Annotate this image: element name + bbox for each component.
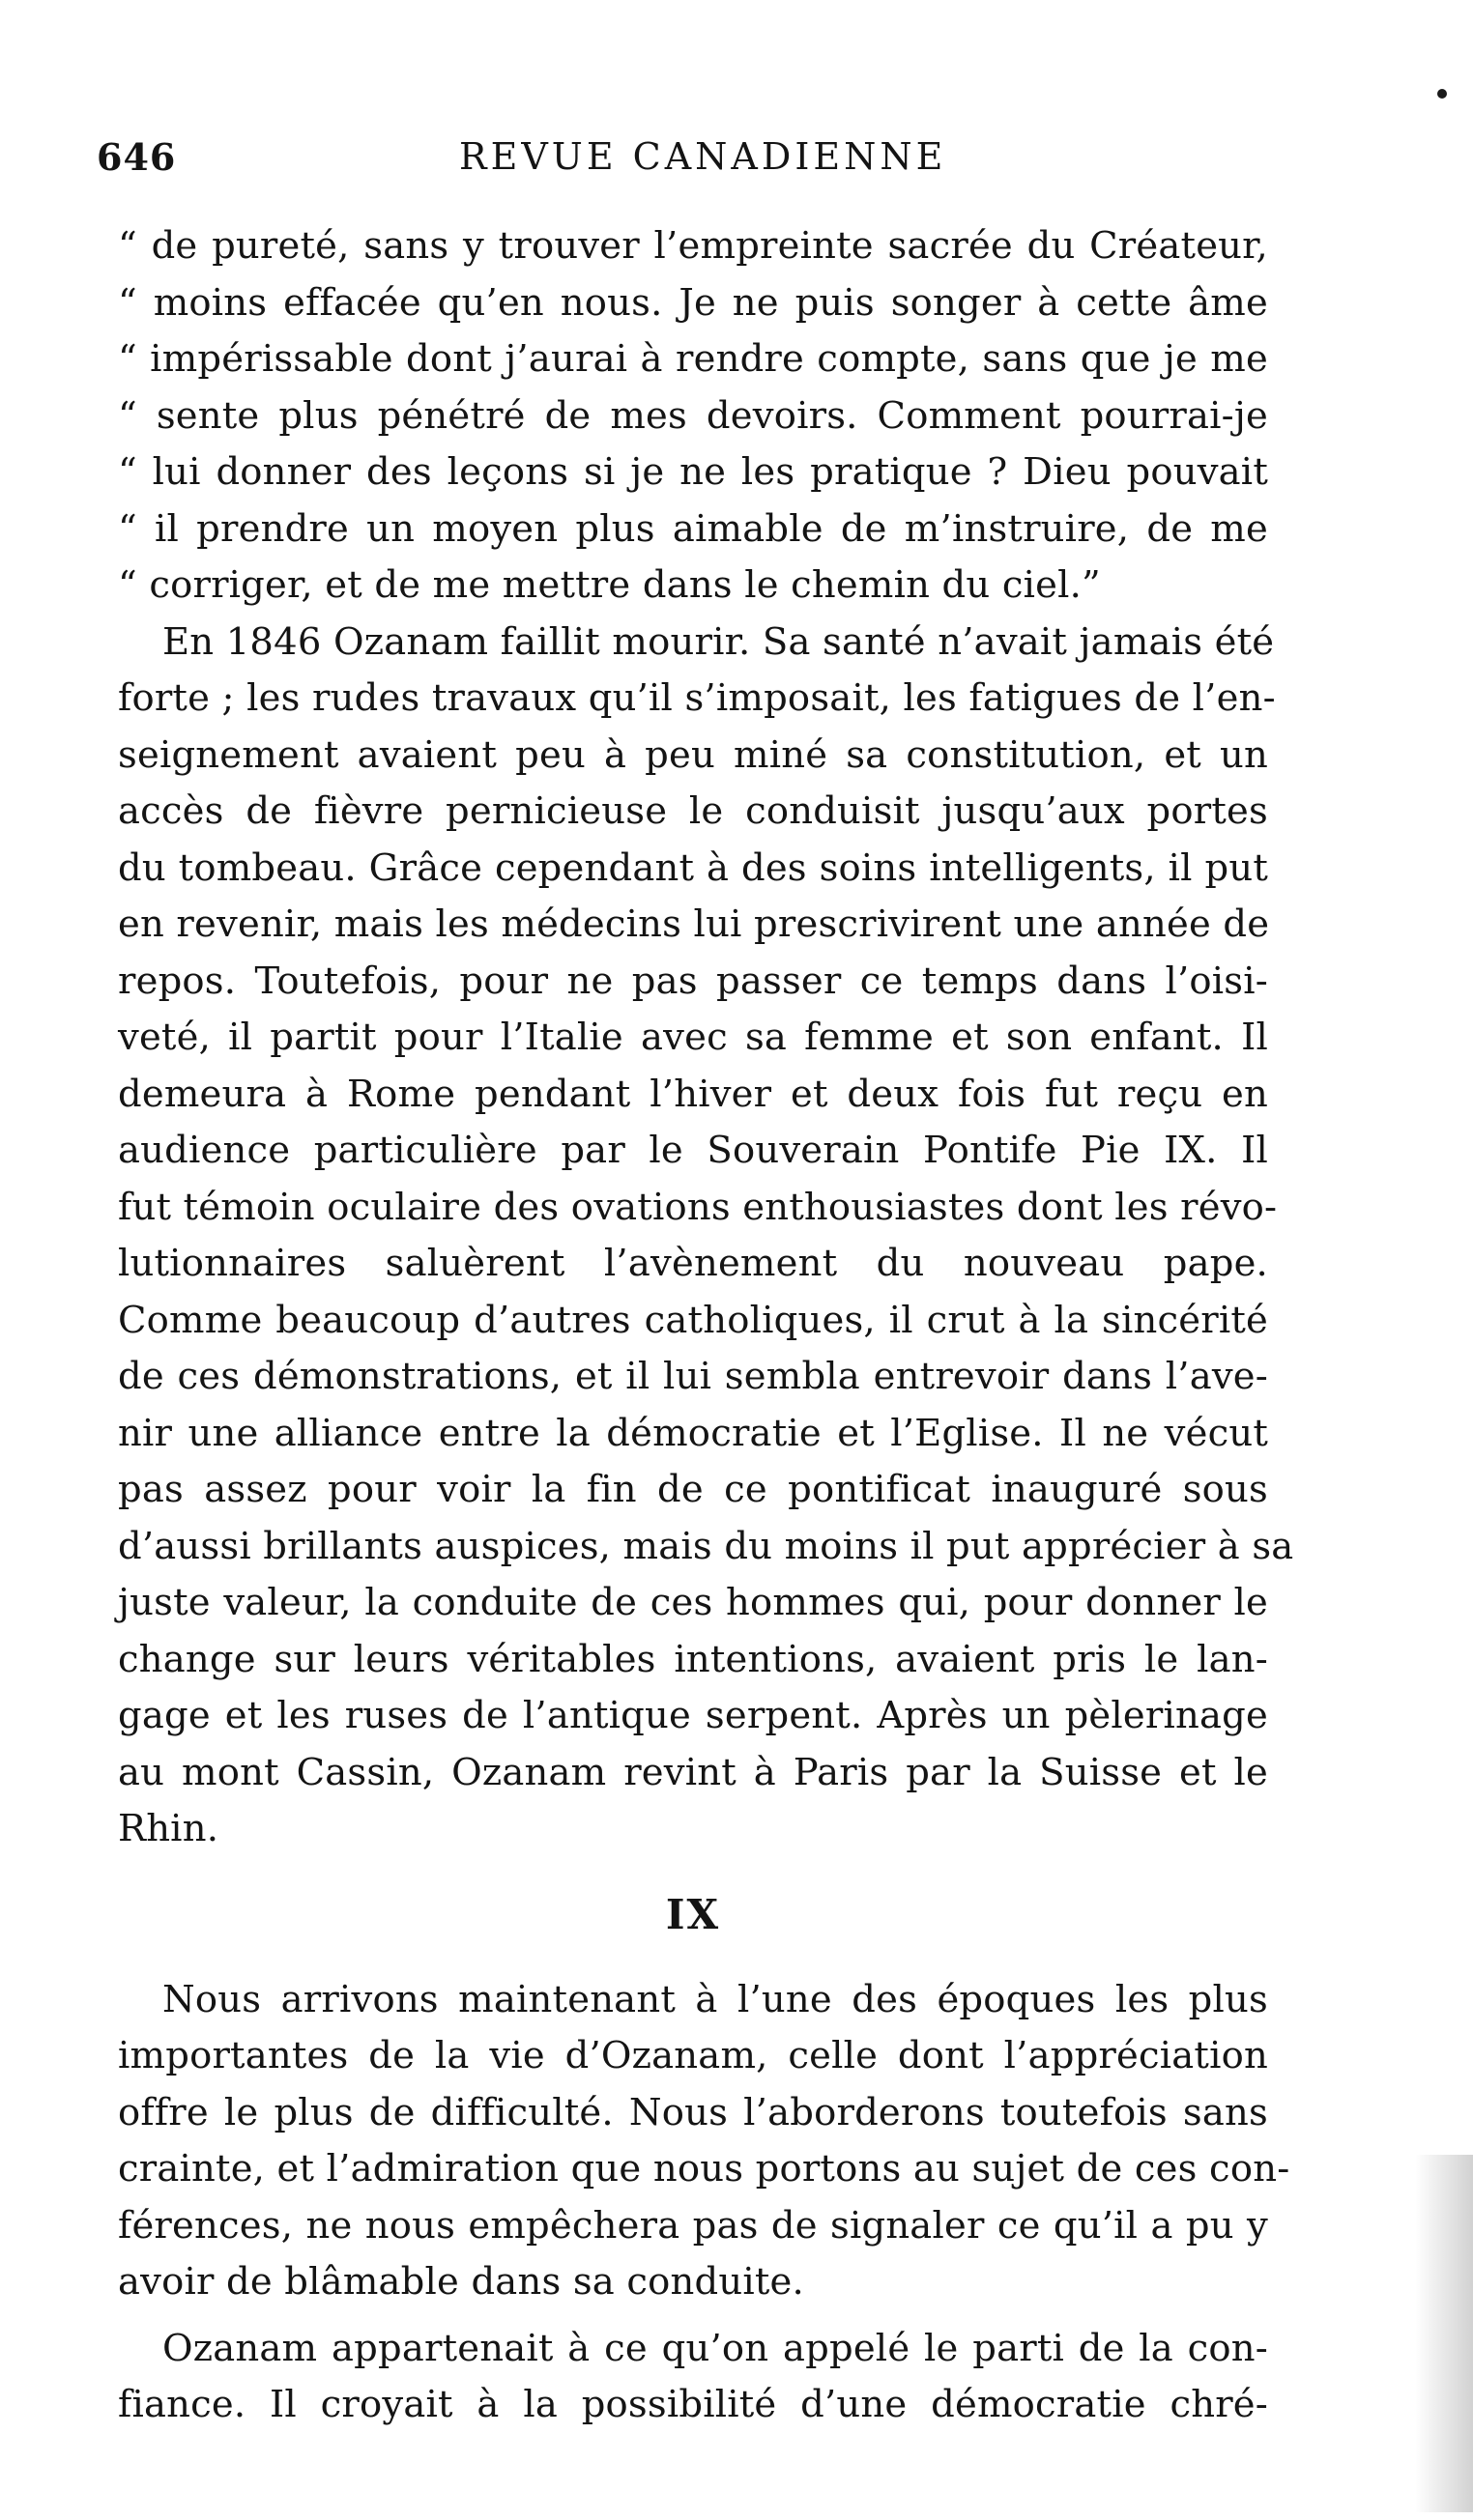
text-column	[118, 218, 1294, 2434]
ink-dot	[1437, 89, 1447, 99]
text-line: nir une alliance entre la démocratie et l’Eglise. Il ne vécut	[118, 1411, 1268, 1455]
text-line: Comme beaucoup d’autres catholiques, il crut à la sincérité	[118, 1298, 1268, 1342]
text-line: “ il prendre un moyen plus aimable de m’instruire, de me	[118, 506, 1268, 551]
text-line: juste valeur, la conduite de ces hommes qui, pour donner le	[118, 1581, 1268, 1624]
text-line: “ impérissable dont j’aurai à rendre compte, sans que je me	[118, 337, 1268, 381]
text-line: crainte, et l’admiration que nous portons au sujet de ces con-	[118, 2147, 1290, 2191]
section-heading: IX	[665, 1890, 721, 1938]
body-paragraph	[118, 2321, 1268, 2434]
running-head: REVUE CANADIENNE	[459, 135, 947, 178]
text-line: Rhin.	[118, 1807, 219, 1850]
text-line: Ozanam appartenait à ce qu’on appelé le parti de la con-	[162, 2326, 1268, 2370]
text-line: au mont Cassin, Ozanam revint à Paris par la Suisse et le	[118, 1750, 1268, 1794]
text-line: veté, il partit pour l’Italie avec sa femme et son enfant. Il	[118, 1016, 1268, 1059]
text-line: “ corriger, et de me mettre dans le chemin du ciel.”	[118, 563, 1101, 607]
body-paragraph	[118, 615, 1294, 1858]
text-line: fut témoin oculaire des ovations enthousiastes dont les révo-	[118, 1185, 1278, 1229]
text-line: “ moins effacée qu’en nous. Je ne puis songer à cette âme	[118, 280, 1268, 325]
text-line: gage et les ruses de l’antique serpent. Après un pèlerinage	[118, 1694, 1268, 1737]
page-number: 646	[97, 135, 177, 179]
body-paragraph	[118, 1972, 1290, 2311]
text-line: audience particulière par le Souverain Pontife Pie IX. Il	[118, 1129, 1268, 1172]
paragraph-gap	[118, 2311, 1268, 2321]
text-line: forte ; les rudes travaux qu’il s’imposait, les fatigues de l’en-	[118, 676, 1276, 720]
text-line: du tombeau. Grâce cependant à des soins intelligents, il put	[118, 845, 1268, 890]
text-line: d’aussi brillants auspices, mais du moins il put apprécier à sa	[118, 1524, 1294, 1568]
text-line: change sur leurs véritables intentions, avaient pris le lan-	[118, 1637, 1268, 1681]
text-line: Nous arrivons maintenant à l’une des époques les plus	[162, 1977, 1268, 2021]
text-line: avoir de blâmable dans sa conduite.	[118, 2260, 804, 2304]
text-line: pas assez pour voir la fin de ce pontificat inauguré sous	[118, 1468, 1268, 1511]
text-line: offre le plus de difficulté. Nous l’aborderons toutefois sans	[118, 2090, 1268, 2134]
text-line: lutionnaires saluèrent l’avènement du nouveau pape.	[118, 1242, 1268, 1285]
text-line: fiance. Il croyait à la possibilité d’une démocratie chré-	[118, 2383, 1268, 2426]
text-line: “ sente plus pénétré de mes devoirs. Comment pourrai-je	[118, 393, 1268, 438]
text-line: en revenir, mais les médecins lui prescrivirent une année de	[118, 902, 1270, 946]
text-line: demeura à Rome pendant l’hiver et deux fois fut reçu en	[118, 1072, 1268, 1116]
quotation-paragraph	[118, 218, 1268, 615]
page-header	[97, 135, 1285, 193]
text-line: importantes de la vie d’Ozanam, celle dont l’appréciation	[118, 2034, 1268, 2077]
text-line: seignement avaient peu à peu miné sa constitution, et un	[118, 732, 1268, 777]
text-line: de ces démonstrations, et il lui sembla entrevoir dans l’ave-	[118, 1355, 1268, 1398]
text-line: “ lui donner des leçons si je ne les pratique ? Dieu pouvait	[118, 450, 1268, 494]
text-line: “ de pureté, sans y trouver l’empreinte sacrée du Créateur,	[118, 224, 1268, 268]
text-line: En 1846 Ozanam faillit mourir. Sa santé n’avait jamais été	[162, 619, 1275, 664]
text-line: repos. Toutefois, pour ne pas passer ce temps dans l’oisi-	[118, 959, 1268, 1003]
text-line: accès de fièvre pernicieuse le conduisit jusqu’aux portes	[118, 789, 1268, 833]
page-edge-shadow	[1415, 2155, 1473, 2512]
text-line: férences, ne nous empêchera pas de signaler ce qu’il a pu y	[118, 2203, 1268, 2248]
